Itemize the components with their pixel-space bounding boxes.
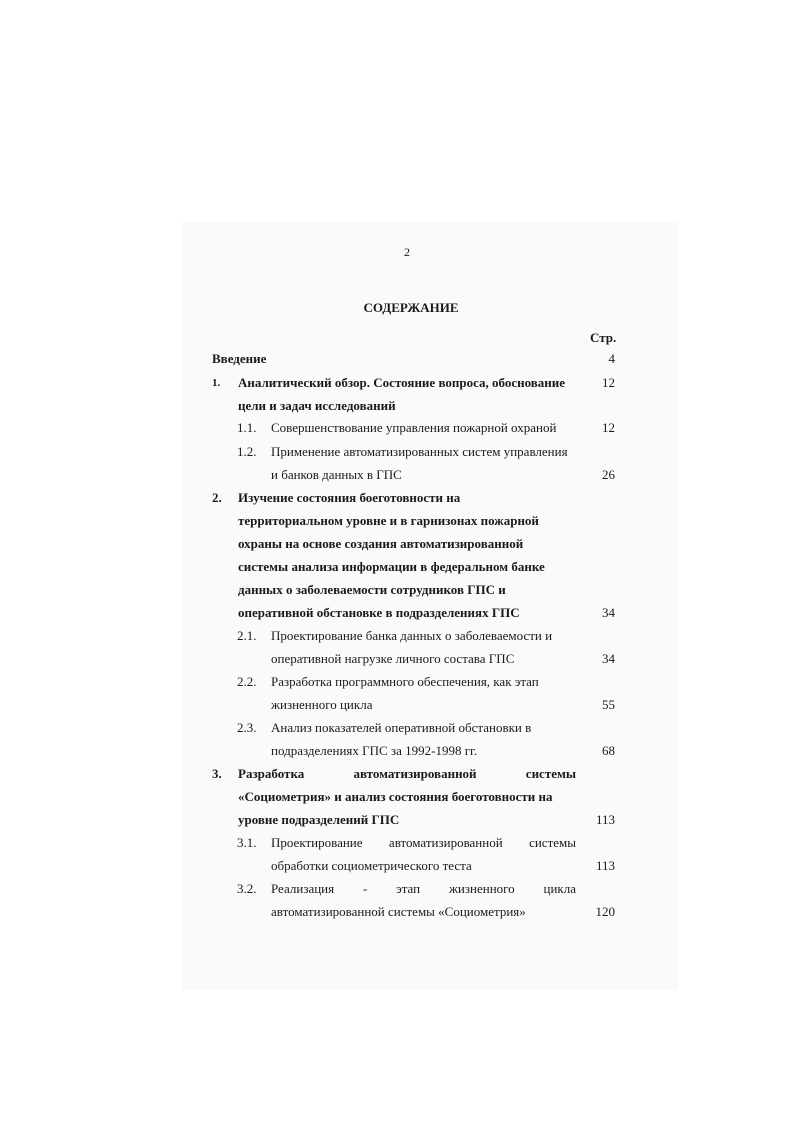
s31-word: системы xyxy=(529,835,576,850)
s12-number: 1.2. xyxy=(237,444,257,459)
ch2-title-line: Изучение состояния боеготовности на xyxy=(238,490,461,505)
ch2-title-line: системы анализа информации в федеральном банке xyxy=(238,559,545,574)
s12-title-line1: Применение автоматизированных систем управления xyxy=(271,444,568,459)
s12-page: 26 xyxy=(602,467,615,482)
intro-label: Введение xyxy=(212,351,267,366)
intro-page: 4 xyxy=(608,351,615,366)
ch3-number: 3. xyxy=(212,766,222,781)
ch3-title-line1 xyxy=(238,766,576,782)
s31-word: автоматизированной xyxy=(388,835,503,850)
ch2-page: 34 xyxy=(602,605,615,620)
page-column-label: Стр. xyxy=(590,330,617,345)
s32-title-line1 xyxy=(271,881,576,897)
s32-number: 3.2. xyxy=(237,881,257,896)
s11-title: Совершенствование управления пожарной охраной xyxy=(271,420,557,435)
s22-page: 55 xyxy=(602,697,615,712)
s32-word: Реализация xyxy=(271,881,335,896)
s32-word: цикла xyxy=(543,881,576,896)
ch1-title-line2: цели и задач исследований xyxy=(238,398,396,413)
s23-title-line2: подразделениях ГПС за 1992-1998 гг. xyxy=(271,743,478,758)
ch2-title-line: данных о заболеваемости сотрудников ГПС и xyxy=(238,582,506,597)
s23-page: 68 xyxy=(602,743,615,758)
s21-page: 34 xyxy=(602,651,615,666)
s21-title-line1: Проектирование банка данных о заболеваемости и xyxy=(271,628,553,643)
s22-title-line1: Разработка программного обеспечения, как этап xyxy=(271,674,539,689)
page-number: 2 xyxy=(404,245,410,259)
ch1-title-line1: Аналитический обзор. Состояние вопроса, обоснование xyxy=(238,375,566,390)
ch3-word: автоматизированной xyxy=(353,766,477,781)
s21-title-line2: оперативной нагрузке личного состава ГПС xyxy=(271,651,515,666)
s11-page: 12 xyxy=(602,420,615,435)
ch2-title-line: оперативной обстановке в подразделениях ГПС xyxy=(238,605,520,620)
s31-title-line2: обработки социометрического теста xyxy=(271,858,472,873)
s23-number: 2.3. xyxy=(237,720,257,735)
ch1-page: 12 xyxy=(602,375,615,390)
s31-number: 3.1. xyxy=(237,835,257,850)
s22-title-line2: жизненного цикла xyxy=(271,697,373,712)
ch1-number: 1. xyxy=(212,377,221,389)
s23-title-line1: Анализ показателей оперативной обстановки в xyxy=(271,720,532,735)
s12-title-line2: и банков данных в ГПС xyxy=(271,467,402,482)
ch3-word: системы xyxy=(525,766,576,781)
s32-title-line2: автоматизированной системы «Социометрия» xyxy=(271,904,526,919)
ch3-word: Разработка xyxy=(238,766,305,781)
contents-title: СОДЕРЖАНИЕ xyxy=(363,300,459,315)
s21-number: 2.1. xyxy=(237,628,257,643)
ch2-title-line: охраны на основе создания автоматизированной xyxy=(238,536,524,551)
ch2-number: 2. xyxy=(212,490,222,505)
s32-word: - xyxy=(362,881,368,896)
ch2-title-line: территориальном уровне и в гарнизонах пожарной xyxy=(238,513,539,528)
s32-word: жизненного xyxy=(448,881,515,896)
ch3-title-line2: «Социометрия» и анализ состояния боеготовности на xyxy=(238,789,553,804)
s11-number: 1.1. xyxy=(237,420,257,435)
s31-word: Проектирование xyxy=(271,835,363,850)
ch3-page: 113 xyxy=(595,812,615,827)
s31-page: 113 xyxy=(595,858,615,873)
s32-page: 120 xyxy=(595,904,615,919)
s32-word: этап xyxy=(396,881,421,896)
ch3-title-line3: уровне подразделений ГПС xyxy=(238,812,400,827)
s22-number: 2.2. xyxy=(237,674,257,689)
s31-title-line1 xyxy=(271,835,576,851)
